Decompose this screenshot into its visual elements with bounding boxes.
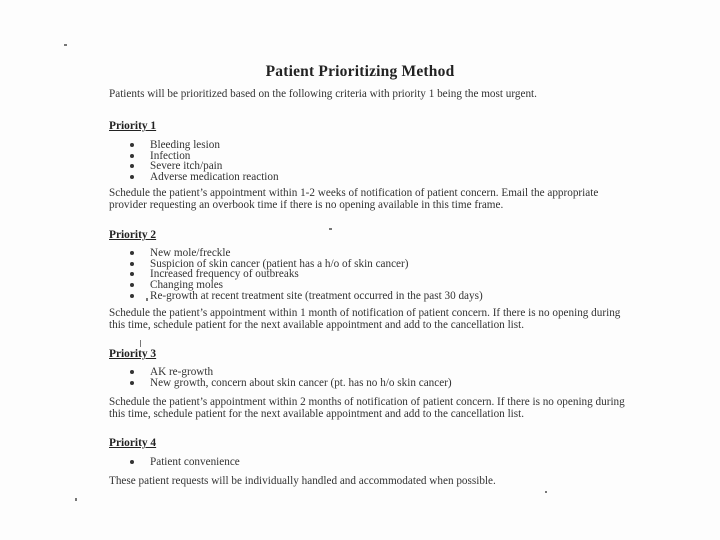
bullet-icon — [130, 164, 134, 168]
document-title: Patient Prioritizing Method — [265, 63, 455, 80]
priority-2-instructions: Schedule the patient’s appointment within 1 month of notification of patient concern. If there is no opening during this time, schedule patient for the next available appointment and add to the cancellation list. — [109, 307, 621, 331]
list-item-text: New mole/freckle — [150, 247, 231, 259]
bullet-icon — [130, 175, 134, 179]
list-item-text: Changing moles — [150, 279, 224, 292]
list-item — [128, 378, 452, 389]
priority-2-heading: Priority 2 — [109, 229, 157, 241]
bullet-icon — [130, 460, 134, 464]
list-item-text: Bleeding lesion — [150, 139, 220, 151]
list-item-text: AK re-growth — [150, 366, 214, 378]
bullet-icon — [130, 294, 134, 298]
list-item-text: Infection — [150, 149, 191, 162]
scan-speck — [146, 298, 148, 301]
scan-speck — [329, 228, 332, 230]
bullet-icon — [130, 262, 134, 266]
scan-speck — [75, 498, 77, 501]
priority-1-list — [128, 140, 279, 183]
list-item-text: Patient convenience — [150, 456, 240, 468]
intro-paragraph: Patients will be prioritized based on the following criteria with priority 1 being the most urgent. — [109, 88, 537, 100]
priority-4-list — [128, 457, 240, 468]
list-item-text: Severe itch/pain — [150, 160, 223, 173]
priority-3-heading: Priority 3 — [109, 348, 157, 360]
bullet-icon — [130, 154, 134, 158]
bullet-icon — [130, 381, 134, 385]
scan-speck — [545, 491, 547, 493]
bullet-icon — [130, 143, 134, 147]
list-item-text: Increased frequency of outbreaks — [150, 268, 299, 281]
list-item — [128, 172, 279, 183]
scan-speck — [140, 340, 141, 347]
list-item-text: Re-growth at recent treatment site (treatment occurred in the past 30 days) — [150, 289, 483, 302]
priority-4-heading: Priority 4 — [109, 437, 157, 449]
priority-1-heading: Priority 1 — [109, 120, 157, 132]
bullet-icon — [130, 283, 134, 287]
bullet-icon — [130, 272, 134, 276]
priority-2-list — [128, 248, 483, 302]
list-item-text: Suspicion of skin cancer (patient has a h/o of skin cancer) — [150, 257, 409, 270]
bullet-icon — [130, 251, 134, 255]
bullet-icon — [130, 370, 134, 374]
list-item — [128, 457, 240, 468]
list-item — [128, 291, 483, 302]
priority-1-instructions: Schedule the patient’s appointment within 1-2 weeks of notification of patient concern. Email the appropriate provider requesting an overbook time if there is no opening available in this time frame. — [109, 187, 599, 211]
priority-3-list — [128, 367, 452, 388]
priority-4-instructions: These patient requests will be individually handled and accommodated when possible. — [109, 475, 496, 487]
priority-3-instructions: Schedule the patient’s appointment within 2 months of notification of patient concern. If there is no opening during this time, schedule patient for the next available appointment and add to the cancellation list. — [109, 396, 625, 420]
scan-speck — [64, 44, 67, 46]
list-item-text: Adverse medication reaction — [150, 171, 279, 184]
list-item-text: New growth, concern about skin cancer (pt. has no h/o skin cancer) — [150, 376, 452, 389]
